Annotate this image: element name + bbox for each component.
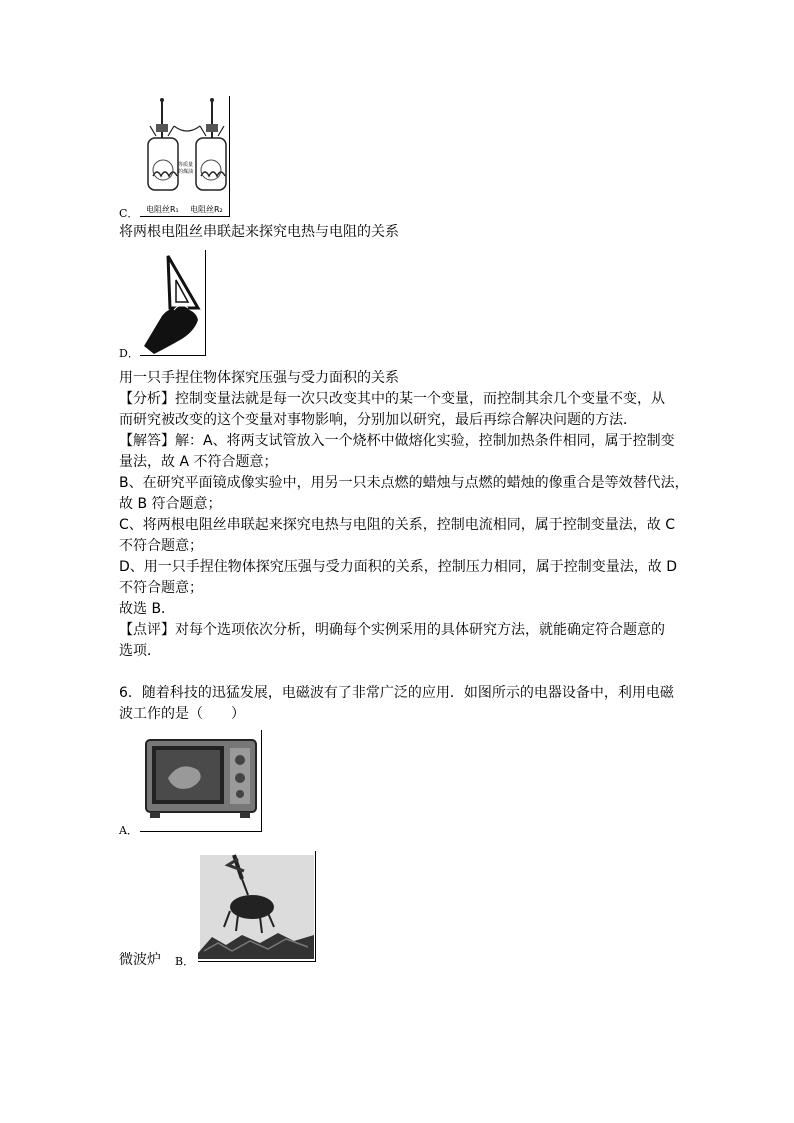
answer-line-5: C、将两根电阻丝串联起来探究电热与电阻的关系，控制电流相同，属于控制变量法，故 C (119, 517, 675, 533)
analysis-line-1: 【分析】控制变量法就是每一次只改变其中的某一个变量，而控制其余几个变量不变，从 (119, 391, 665, 407)
analysis-line-2: 而研究被改变的这个变量对事物影响，分别加以研究，最后再综合解决问题的方法． (119, 412, 637, 428)
answer-line-3: B、在研究平面镜成像实验中，用另一只未点燃的蜡烛与点燃的蜡烛的像重合是等效替代法， (119, 475, 689, 491)
answer-line-1: 【解答】解：A、将两支试管放入一个烧杯中做熔化实验，控制加热条件相同，属于控制变 (119, 433, 675, 449)
caption-right: 电阻丝R₂ (190, 205, 223, 214)
option-a-letter: A． (119, 824, 138, 837)
comment-line-2: 选项． (119, 643, 161, 659)
option-b-letter: B． (175, 955, 195, 968)
figure-d-hand-pressure (140, 250, 206, 356)
flask-label: 等质量的煤油 (178, 162, 194, 175)
option-b-prefix: 微波炉 (119, 952, 161, 968)
figure-b-electromagnet-crane (198, 851, 316, 962)
figure-a-microwave-oven (140, 730, 262, 832)
figure-c-resistance-flasks (140, 96, 230, 217)
option-c-letter: C． (119, 207, 139, 220)
answer-line-9: 故选 B． (119, 601, 176, 617)
option-d-description: 用一只手捏住物体探究压强与受力面积的关系 (119, 370, 399, 386)
caption-left: 电阻丝R₁ (146, 205, 179, 214)
question-6-line-1: 6．随着科技的迅猛发展，电磁波有了非常广泛的应用．如图所示的电器设备中，利用电磁 (119, 685, 674, 701)
answer-line-8: 不符合题意； (119, 580, 203, 596)
answer-line-4: 故 B 符合题意； (119, 496, 222, 512)
microwave-illustration (140, 730, 261, 831)
flasks-illustration (140, 96, 229, 216)
answer-line-7: D、用一只手捏住物体探究压强与受力面积的关系，控制压力相同，属于控制变量法，故 D (119, 559, 678, 575)
comment-line-1: 【点评】对每个选项依次分析，明确每个实例采用的具体研究方法，就能确定符合题意的 (119, 622, 665, 638)
option-d-letter: D． (119, 347, 139, 360)
crane-illustration (198, 851, 315, 961)
hand-illustration (140, 250, 205, 355)
answer-line-2: 量法，故 A 不符合题意； (119, 454, 278, 470)
answer-line-6: 不符合题意； (119, 538, 203, 554)
question-6-line-2: 波工作的是（ ） (119, 706, 245, 722)
option-c-description: 将两根电阻丝串联起来探究电热与电阻的关系 (119, 224, 399, 240)
